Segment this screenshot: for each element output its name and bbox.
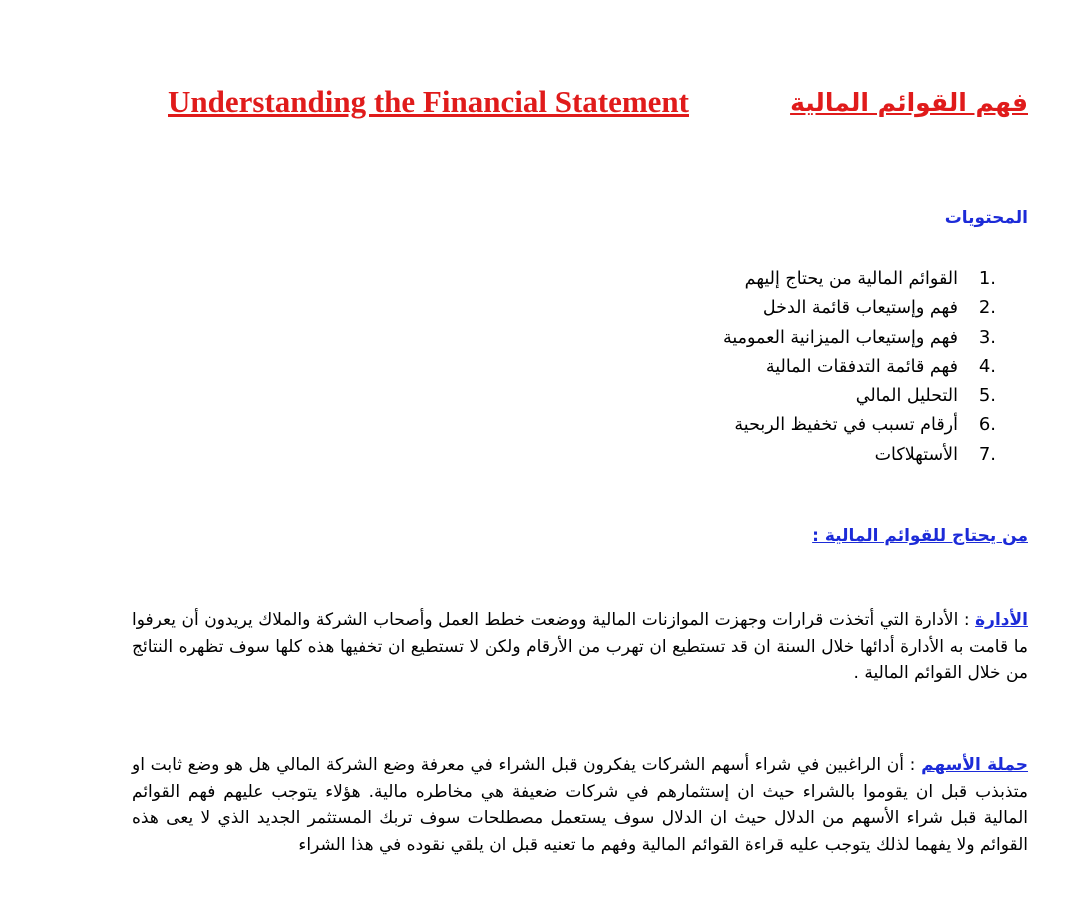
toc-item [723, 323, 996, 352]
contents-heading: المحتويات [944, 208, 1028, 228]
toc-item-label: فهم قائمة التدفقات المالية [765, 356, 958, 377]
toc-item [723, 410, 996, 439]
table-of-contents [723, 264, 996, 469]
toc-item-label: فهم وإستيعاب قائمة الدخل [762, 298, 958, 319]
term-management: الأدارة [975, 610, 1028, 630]
toc-item-label: أرقام تسبب في تخفيظ الربحية [734, 415, 958, 436]
section-heading: من يحتاج للقوائم المالية : [812, 526, 1028, 546]
toc-item-number: 4. [978, 355, 996, 377]
toc-item-number: 5. [978, 385, 996, 407]
term-shareholders: حملة الأسهم [921, 755, 1029, 775]
title-arabic: فهم القوائم المالية [790, 88, 1028, 117]
toc-item [723, 381, 996, 410]
title-english: Understanding the Financial Statement [168, 84, 689, 119]
paragraph-shareholders [132, 752, 1028, 858]
paragraph-body: : الأدارة التي أتخذت قرارات وجهزت الموازنات المالية ووضعت خطط العمل وأصحاب الشركة والملاك يريدون أن يعرفوا ما قامت به الأدارة أدائها خلال السنة ان قد تستطيع ان تهرب من الأرقام ولكن لا تستطيع ان تخفيها هذه كلها سوف تظهره النتائج من خلال القوائم المالية . [132, 610, 1028, 683]
toc-item-number: 6. [978, 414, 996, 436]
toc-item-label: الأستهلاكات [874, 444, 958, 465]
paragraph-management [132, 607, 1028, 687]
toc-item [723, 352, 996, 381]
toc-item-label: فهم وإستيعاب الميزانية العمومية [722, 327, 958, 348]
toc-item-number: 7. [978, 443, 996, 465]
toc-item [723, 293, 996, 322]
toc-item-label: القوائم المالية من يحتاج إليهم [744, 269, 958, 289]
toc-item-label: التحليل المالي [855, 386, 958, 407]
toc-item-number: 2. [978, 297, 996, 319]
toc-item-number: 1. [978, 268, 996, 289]
paragraph-body: : أن الراغبين في شراء أسهم الشركات يفكرون قبل الشراء في معرفة وضع الشركة المالي هل هو وضع ثابت او متذبذب قبل ان يقوموا بالشراء حيث ان إستثمارهم في شركات ضعيفة هي مخاطره مالية. هؤلاء يتوجب عليهم فهم القوائم المالية قبل شراء الأسهم من الدلال حيث ان الدلال سوف يستعمل مصطلحات سوف تربك المستثمر الجديد الذي لا يعى هذه القوائم ولا يفهما لذلك يتوجب عليه قراءة القوائم المالية وفهم ما تعنيه قبل ان يلقي نقوده في هذا الشراء [132, 755, 1028, 855]
toc-item [723, 440, 996, 469]
toc-item [723, 264, 996, 293]
toc-item-number: 3. [978, 326, 996, 348]
